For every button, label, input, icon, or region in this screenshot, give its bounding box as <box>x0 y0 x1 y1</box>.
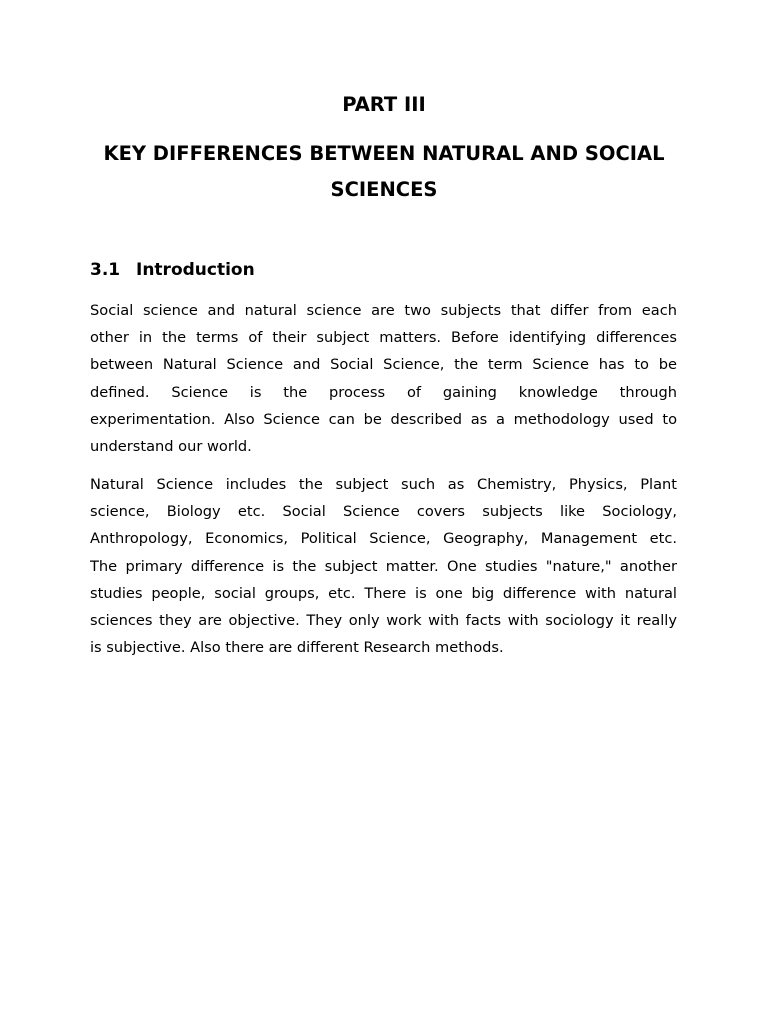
paragraph-line: science, Biology etc. Social Science covers subjects like Sociology, <box>90 503 677 521</box>
paragraph-line: Natural Science includes the subject such as Chemistry, Physics, Plant <box>90 476 677 493</box>
paragraph-line: understand our world. <box>90 438 252 456</box>
paragraph-line: other in the terms of their subject matters. Before identifying differences <box>90 329 677 347</box>
section-title: Introduction <box>136 260 255 280</box>
paragraph <box>90 471 677 661</box>
paragraph-line: sciences they are objective. They only work with facts with sociology it really <box>90 612 677 630</box>
paragraph-line: The primary difference is the subject matter. One studies "nature," another <box>90 557 677 575</box>
chapter-title <box>80 136 688 208</box>
paragraph-line: is subjective. Also there are different Research methods. <box>90 639 504 657</box>
part-label: PART III <box>342 93 426 116</box>
chapter-title-line: SCIENCES <box>330 178 438 201</box>
paragraph-line: defined. Science is the process of gaining knowledge through <box>90 383 677 401</box>
paragraph-line: experimentation. Also Science can be described as a methodology used to <box>90 410 677 428</box>
paragraph <box>90 297 677 460</box>
paragraph-line: studies people, social groups, etc. There is one big difference with natural <box>90 584 677 602</box>
paragraph-line: between Natural Science and Social Science, the term Science has to be <box>90 356 677 374</box>
paragraph-line: Social science and natural science are two subjects that differ from each <box>90 302 677 319</box>
chapter-title-line: KEY DIFFERENCES BETWEEN NATURAL AND SOCIAL <box>103 142 665 165</box>
section-heading <box>90 257 255 283</box>
section-number: 3.1 <box>90 260 121 280</box>
paragraph-line: Anthropology, Economics, Political Science, Geography, Management etc. <box>90 530 677 548</box>
